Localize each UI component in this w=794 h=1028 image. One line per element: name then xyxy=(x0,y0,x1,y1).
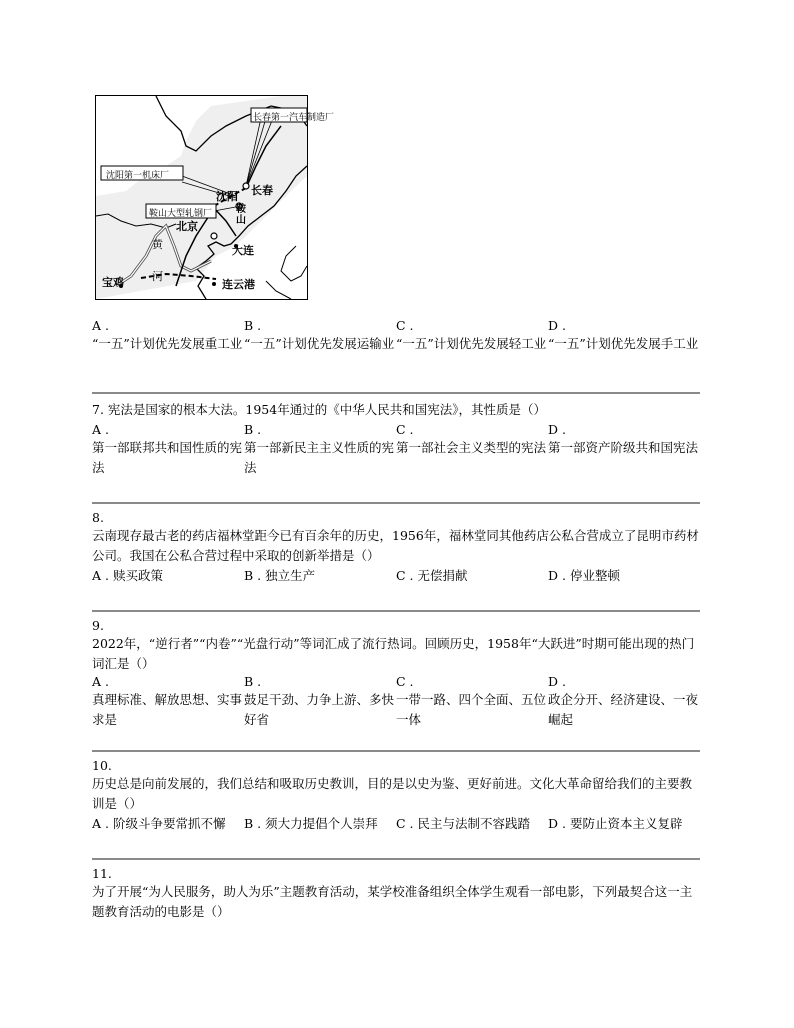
q10-stem: 历史总是向前发展的，我们总结和吸取历史教训，目的是以史为鉴、更好前进。文化大革命留给我们的主要教训是（） xyxy=(92,776,693,811)
q10-options xyxy=(92,814,712,834)
q10-option-c[interactable]: C . 民主与法制不容践踏 xyxy=(396,816,530,831)
shenyang-factory-label: 沈阳第一机床厂 xyxy=(106,171,170,181)
q11-number: 11. xyxy=(92,866,112,881)
option-text: 真理标准、解放思想、实事求是 xyxy=(92,692,243,727)
divider xyxy=(92,610,700,612)
q9-option-a[interactable] xyxy=(92,672,244,730)
city-baoji: 宝鸡 xyxy=(102,276,124,289)
q7-stem: 7. 宪法是国家的根本大法。1954年通过的《中华人民共和国宪法》，其性质是（） xyxy=(92,402,546,417)
q9-number: 9. xyxy=(92,618,104,633)
q7-option-b[interactable] xyxy=(244,420,396,478)
option-letter: A . xyxy=(92,422,109,437)
q7-options xyxy=(92,420,712,478)
q9-option-d[interactable] xyxy=(548,672,700,730)
q10-option-d[interactable]: D . 要防止资本主义复辟 xyxy=(548,816,683,831)
option-text: 政企分开、经济建设、一夜崛起 xyxy=(548,692,699,727)
option-text: “一五”计划优先发展轻工业 xyxy=(396,336,547,351)
q7-option-c[interactable] xyxy=(396,420,548,478)
option-letter: B . xyxy=(244,422,262,437)
q9-options xyxy=(92,672,712,730)
option-letter: D . xyxy=(548,422,566,437)
city-lianyungang: 连云港 xyxy=(222,278,255,291)
beijing-marker xyxy=(211,233,217,239)
option-letter: C . xyxy=(396,318,414,333)
option-letter: A . xyxy=(92,318,109,333)
q9-stem: 2022年，“逆行者”“内卷”“光盘行动”等词汇成了流行热词。回顾历史，1958年“大跃进”时期可能出现的热门词汇是（） xyxy=(92,636,695,671)
river-label-huang: 黄 xyxy=(152,238,163,251)
option-letter: B . xyxy=(244,318,262,333)
option-letter: B . xyxy=(244,674,262,689)
city-dalian: 大连 xyxy=(232,244,254,257)
map-figure xyxy=(95,95,335,300)
divider xyxy=(92,750,700,752)
option-letter: D . xyxy=(548,318,566,333)
q7-option-d[interactable] xyxy=(548,420,700,478)
q8-option-d[interactable]: D . 停业整顿 xyxy=(548,568,620,583)
option-letter: C . xyxy=(396,422,414,437)
city-changchun: 长春 xyxy=(251,184,273,197)
option-text: 一带一路、四个全面、五位一体 xyxy=(396,692,547,727)
q7-option-a[interactable] xyxy=(92,420,244,478)
divider xyxy=(92,502,700,504)
divider xyxy=(92,392,700,394)
changchun-marker xyxy=(243,183,249,189)
q10-option-b[interactable]: B . 须大力提倡个人崇拜 xyxy=(244,816,378,831)
option-letter: D . xyxy=(548,674,566,689)
q10-number: 10. xyxy=(92,758,112,773)
option-text: 鼓足干劲、力争上游、多快好省 xyxy=(244,692,395,727)
map-svg xyxy=(96,96,307,299)
option-letter: C . xyxy=(396,674,414,689)
city-anshan: 鞍山 xyxy=(236,204,246,226)
option-text: 第一部联邦共和国性质的宪法 xyxy=(92,440,243,475)
option-text: “一五”计划优先发展重工业 xyxy=(92,336,243,351)
q8-option-a[interactable]: A . 赎买政策 xyxy=(92,568,163,583)
q8-option-b[interactable]: B . 独立生产 xyxy=(244,568,316,583)
q9-option-c[interactable] xyxy=(396,672,548,730)
anshan-factory-label: 鞍山大型轧钢厂 xyxy=(149,209,213,219)
q9-option-b[interactable] xyxy=(244,672,396,730)
q8-options xyxy=(92,566,712,586)
q6-option-a[interactable] xyxy=(92,316,244,354)
option-letter: A . xyxy=(92,674,109,689)
option-text: “一五”计划优先发展手工业 xyxy=(548,336,699,351)
q6-option-d[interactable] xyxy=(548,316,700,354)
q6-option-c[interactable] xyxy=(396,316,548,354)
q8-number: 8. xyxy=(92,510,104,525)
river-label-he: 河 xyxy=(152,270,163,283)
option-text: 第一部社会主义类型的宪法 xyxy=(396,440,547,455)
q10-option-a[interactable]: A . 阶级斗争要常抓不懈 xyxy=(92,816,226,831)
lianyungang-marker xyxy=(212,282,216,286)
q8-stem: 云南现存最古老的药店福林堂距今已有百余年的历史，1956年，福林堂同其他药店公私合营成立了昆明市药材公司。我国在公私合营过程中采取的创新举措是（） xyxy=(92,528,699,563)
city-beijing: 北京 xyxy=(176,220,198,233)
changchun-factory-label: 长春第一汽车制造厂 xyxy=(253,113,335,123)
divider xyxy=(92,858,700,860)
option-text: 第一部新民主主义性质的宪法 xyxy=(244,440,395,475)
q8-option-c[interactable]: C . 无偿捐献 xyxy=(396,568,468,583)
city-shenyang: 沈阳 xyxy=(216,190,238,203)
q11-stem: 为了开展“为人民服务，助人为乐”主题教育活动，某学校准备组织全体学生观看一部电影，下列最契合这一主题教育活动的电影是（） xyxy=(92,884,693,919)
option-text: “一五”计划优先发展运输业 xyxy=(244,336,395,351)
q6-option-b[interactable] xyxy=(244,316,396,354)
option-text: 第一部资产阶级共和国宪法 xyxy=(548,440,699,455)
q6-options xyxy=(92,316,712,354)
